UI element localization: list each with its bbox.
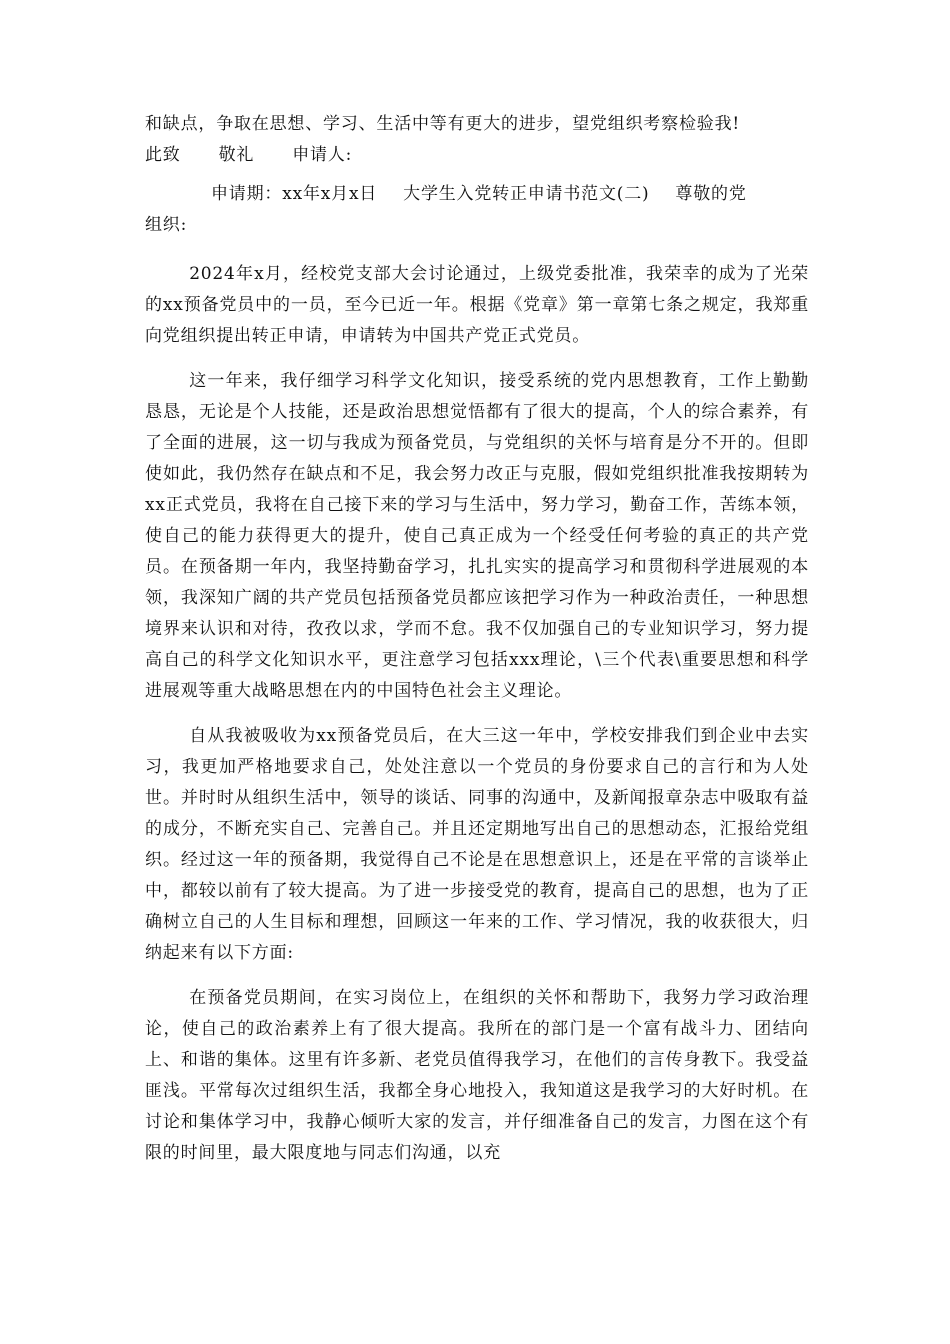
- closing-line: [145, 140, 809, 171]
- paragraph-2: 这一年来，我仔细学习科学文化知识，接受系统的党内思想教育，工作上勤勤恳恳，无论是个人技能，还是政治思想觉悟都有了很大的提高，个人的综合素养，有了全面的进展，这一切与我成为预备党员，与党组织的关怀与培育是分不开的。但即使如此，我仍然存在缺点和不足，我会努力改正与克服，假如党组织批准我按期转为xx正式党员，我将在自己接下来的学习与生活中，努力学习，勤奋工作，苦练本领，使自己的能力获得更大的提升，使自己真正成为一个经受任何考验的真正的共产党员。在预备期一年内，我坚持勤奋学习，扎扎实实的提高学习和贯彻科学进展观的本领，我深知广阔的共产党员包括预备党员都应该把学习作为一种政治责任，一种思想境界来认识和对待，孜孜以求，学而不怠。我不仅加强自己的专业知识学习，努力提高自己的科学文化知识水平，更注意学习包括xxx理论，\三个代表\重要思想和科学进展观等重大战略思想在内的中国特色社会主义理论。: [145, 371, 809, 701]
- salutation-end-line: [145, 210, 809, 241]
- date-line: [145, 179, 809, 210]
- opening-line-text: 和缺点，争取在思想、学习、生活中等有更大的进步，望党组织考察检验我!: [145, 114, 741, 134]
- closing-jingli: 敬礼: [218, 145, 255, 165]
- closing-zhici: 此致: [145, 145, 181, 165]
- closing-applicant: 申请人:: [292, 145, 353, 165]
- paragraph-4: 在预备党员期间，在实习岗位上，在组织的关怀和帮助下，我努力学习政治理论，使自己的政治素养上有了很大提高。我所在的部门是一个富有战斗力、团结向上、和谐的集体。这里有许多新、老党员值得我学习，在他们的言传身教下。我受益匪浅。平常每次过组织生活，我都全身心地投入，我知道这是我学习的大好时机。在讨论和集体学习中，我静心倾听大家的发言，并仔细准备自己的发言，力图在这个有限的时间里，最大限度地与同志们沟通，以充: [145, 988, 809, 1163]
- paragraph-3: 自从我被吸收为xx预备党员后，在大三这一年中，学校安排我们到企业中去实习，我更加严格地要求自己，处处注意以一个党员的身份要求自己的言行和为人处世。并时时从组织生活中，领导的谈话、同事的沟通中，及新闻报章杂志中吸取有益的成分，不断充实自己、完善自己。并且还定期地写出自己的思想动态，汇报给党组织。经过这一年的预备期，我觉得自己不论是在思想意识上，还是在平常的言谈举止中，都较以前有了较大提高。为了进一步接受党的教育，提高自己的思想，也为了正确树立自己的人生目标和理想，回顾这一年来的工作、学习情况，我的收获很大，归纳起来有以下方面:: [145, 726, 809, 963]
- next-document-title: 大学生入党转正申请书范文(二): [403, 184, 650, 204]
- salutation-start: 尊敬的党: [675, 184, 747, 204]
- opening-line: [145, 109, 809, 140]
- application-date: 申请期：xx年x月x日: [211, 184, 378, 204]
- document-body: [145, 109, 809, 1183]
- salutation-end: 组织:: [145, 215, 188, 235]
- paragraph-1: 2024年x月，经校党支部大会讨论通过，上级党委批准，我荣幸的成为了光荣的xx预备党员中的一员，至今已近一年。根据《党章》第一章第七条之规定，我郑重向党组织提出转正申请，申请转为中国共产党正式党员。: [145, 264, 809, 346]
